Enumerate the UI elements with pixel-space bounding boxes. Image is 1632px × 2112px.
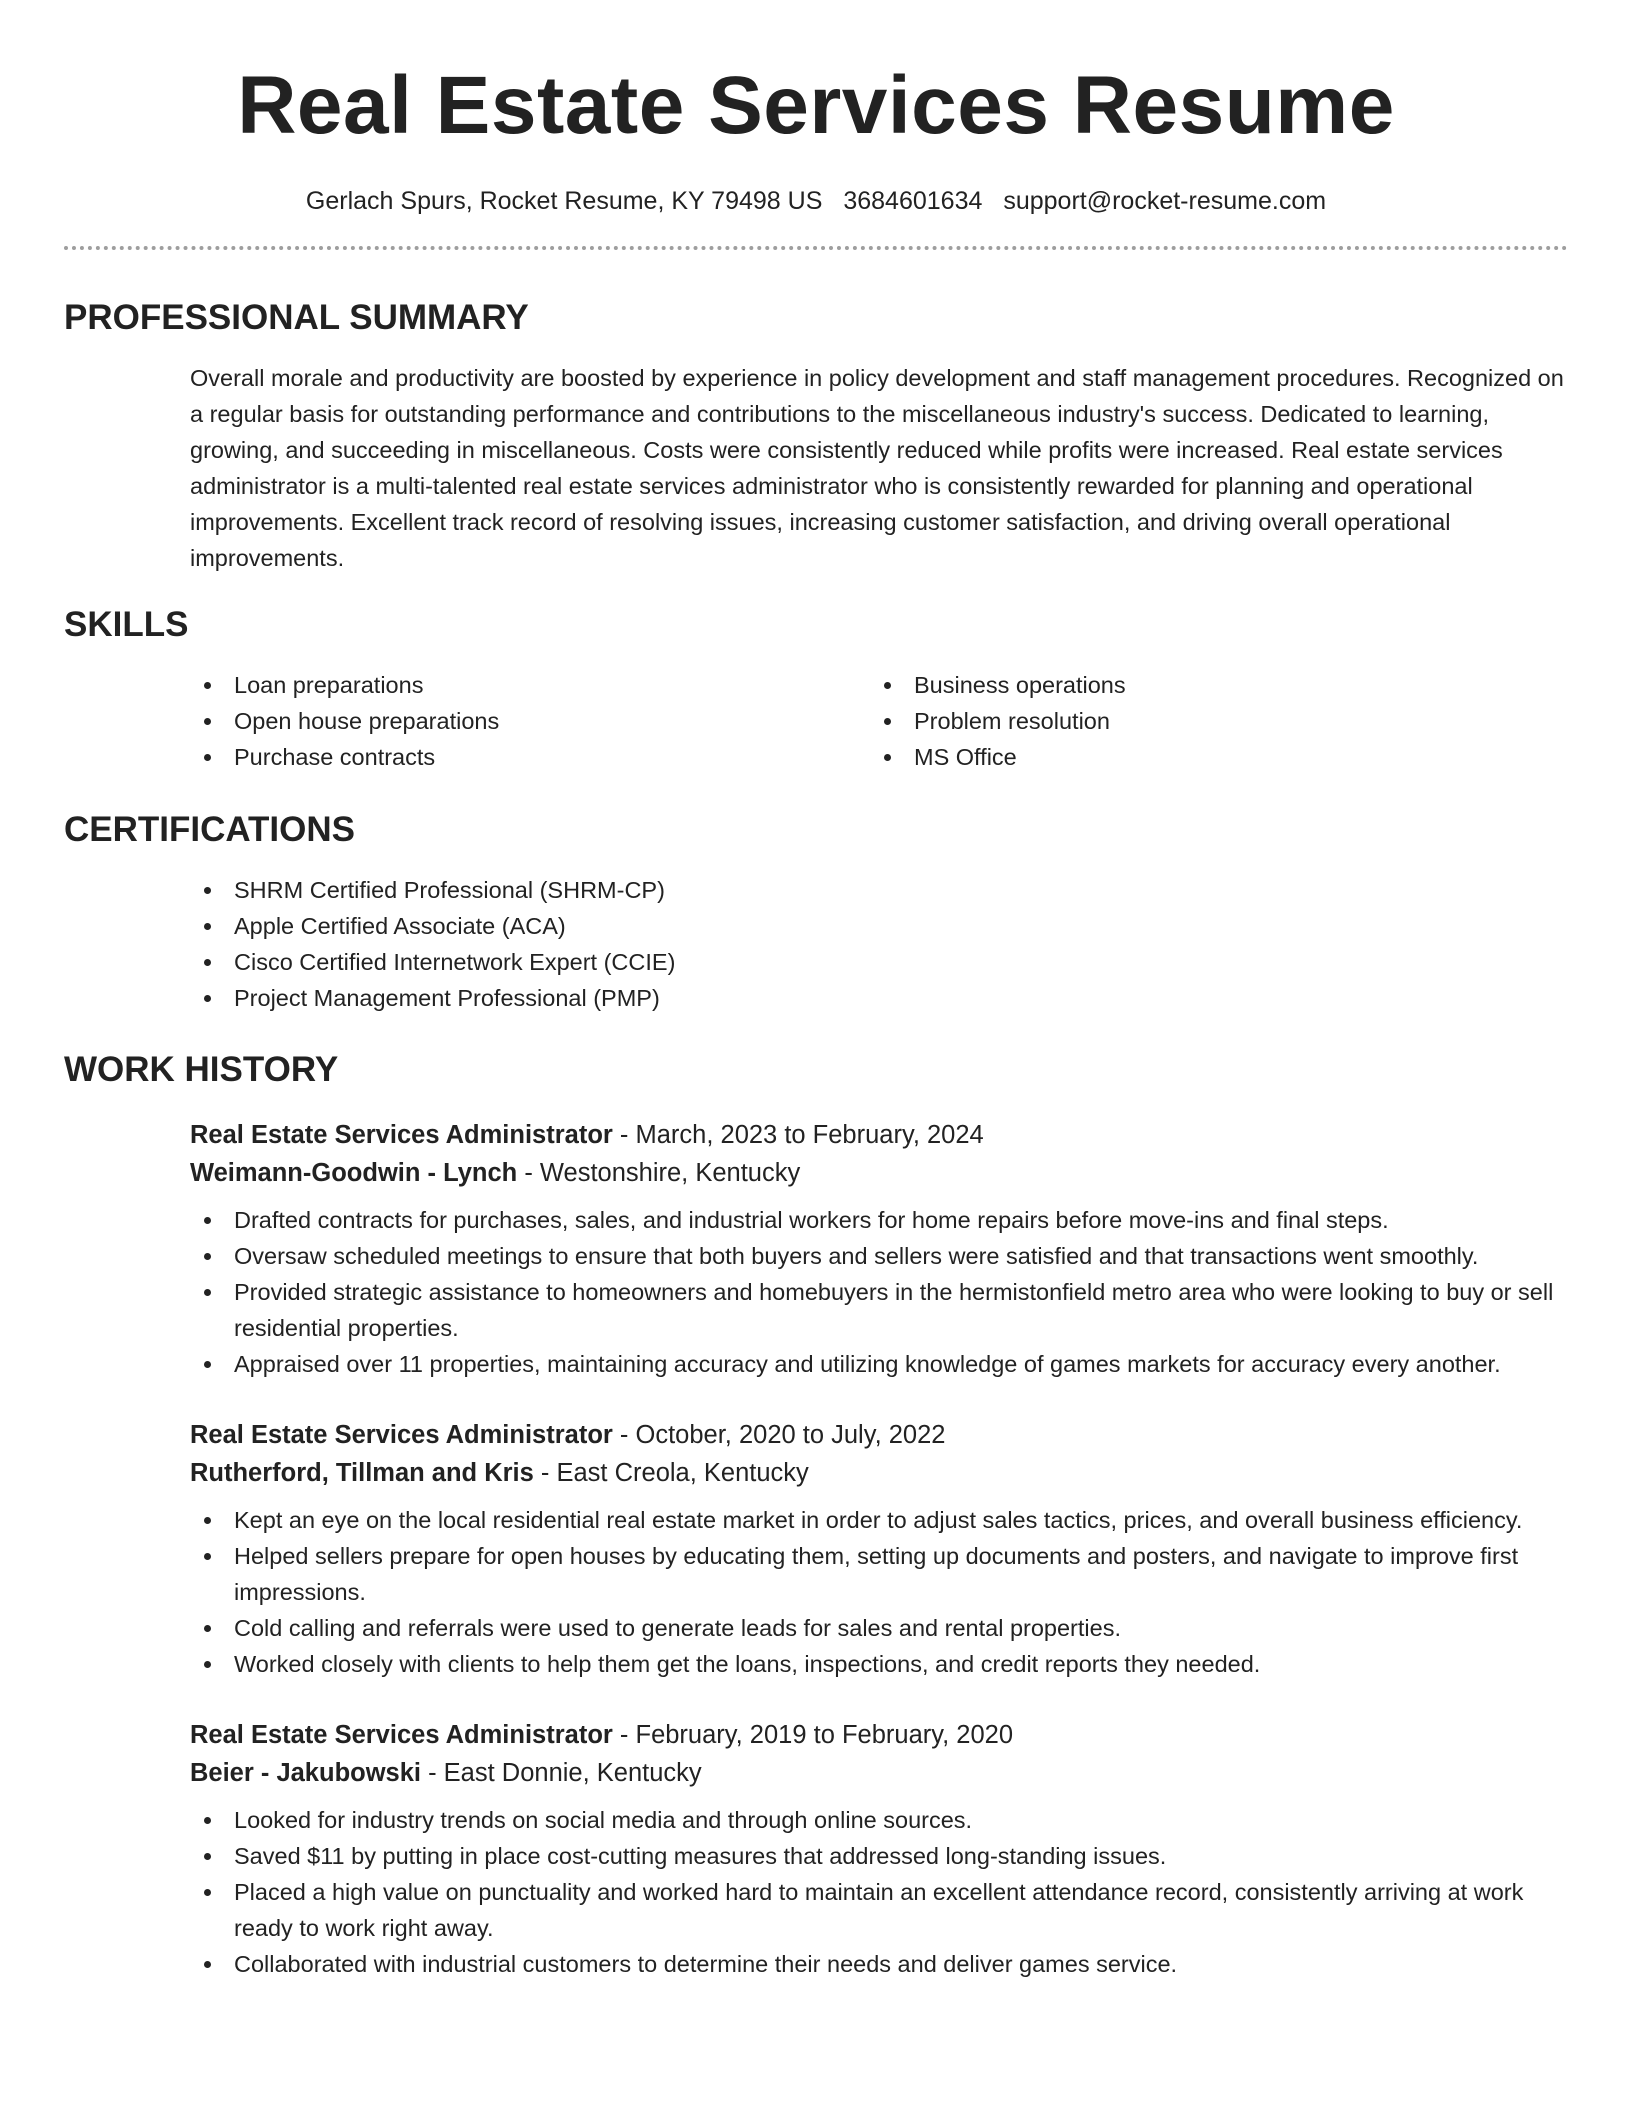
job-company: Beier - Jakubowski: [190, 1759, 422, 1787]
job-entry: [190, 1416, 1568, 1682]
job-bullets: [190, 1802, 1568, 1982]
job-dates: - March, 2023 to February, 2024: [612, 1121, 984, 1149]
summary-text: Overall morale and productivity are boosted by experience in policy development and staff management procedures. Recognized on a regular basis for outstanding performance and contributions to the miscellaneous industry's success. Dedicated to learning, growing, and succeeding in miscellaneous. Costs were consistently reduced while profits were increased. Real estate services administrator is a multi-talented real estate services administrator who is consistently rewarded for planning and operational improvements. Excellent track record of resolving issues, increasing customer satisfaction, and driving overall operational improvements.: [190, 365, 1564, 571]
summary-heading: PROFESSIONAL SUMMARY: [64, 298, 529, 337]
job-bullet: Placed a high value on punctuality and worked hard to maintain an excellent attendance record, consistently arriving at work ready to work right away.: [190, 1874, 1568, 1946]
job-entry: [190, 1116, 1568, 1382]
skills-list-right: [870, 667, 1550, 775]
job-title-line: [190, 1116, 1568, 1154]
header-divider: [64, 246, 1568, 250]
job-title: Real Estate Services Administrator: [190, 1121, 613, 1149]
job-bullet: Looked for industry trends on social media and through online sources.: [190, 1802, 1568, 1838]
job-title: Real Estate Services Administrator: [190, 1721, 613, 1749]
certifications-list: [190, 872, 1568, 1016]
job-bullet: Provided strategic assistance to homeowners and homebuyers in the hermistonfield metro area who were looking to buy or sell residential properties.: [190, 1274, 1568, 1346]
certification-item: Project Management Professional (PMP): [190, 980, 1568, 1016]
job-bullet: Oversaw scheduled meetings to ensure that both buyers and sellers were satisfied and that transactions went smoothly.: [190, 1238, 1568, 1274]
job-dates: - October, 2020 to July, 2022: [612, 1421, 946, 1449]
skills-heading: SKILLS: [64, 605, 189, 644]
job-company: Weimann-Goodwin - Lynch: [190, 1159, 518, 1187]
job-title-line: [190, 1716, 1568, 1754]
job-title: Real Estate Services Administrator: [190, 1421, 613, 1449]
certification-item: Apple Certified Associate (ACA): [190, 908, 1568, 944]
job-bullet: Drafted contracts for purchases, sales, and industrial workers for home repairs before move-ins and final steps.: [190, 1202, 1568, 1238]
job-location: - East Creola, Kentucky: [533, 1459, 809, 1487]
job-company: Rutherford, Tillman and Kris: [190, 1459, 534, 1487]
job-company-line: [190, 1754, 1568, 1792]
contact-address: Gerlach Spurs, Rocket Resume, KY 79498 US: [305, 187, 823, 215]
job-bullet: Worked closely with clients to help them get the loans, inspections, and credit reports they needed.: [190, 1646, 1568, 1682]
certifications-section: [64, 872, 1568, 1016]
job-bullet: Helped sellers prepare for open houses by educating them, setting up documents and posters, and navigate to improve first impressions.: [190, 1538, 1568, 1610]
work-history-section: [64, 1116, 1568, 1982]
job-location: - Westonshire, Kentucky: [517, 1159, 801, 1187]
job-bullet: Collaborated with industrial customers to determine their needs and deliver games service.: [190, 1946, 1568, 1982]
job-entry: [190, 1716, 1568, 1982]
contact-line: [64, 186, 1568, 216]
job-title-line: [190, 1416, 1568, 1454]
skill-item: Purchase contracts: [190, 739, 870, 775]
skills-list-left: [190, 667, 870, 775]
resume-title: Real Estate Services Resume: [237, 60, 1395, 151]
skills-section: [64, 667, 1568, 775]
skill-item: Business operations: [870, 667, 1550, 703]
work-history-heading: WORK HISTORY: [64, 1050, 339, 1089]
job-company-line: [190, 1454, 1568, 1492]
contact-phone: 3684601634: [843, 187, 983, 215]
job-bullet: Appraised over 11 properties, maintaining accuracy and utilizing knowledge of games markets for accuracy every another.: [190, 1346, 1568, 1382]
job-location: - East Donnie, Kentucky: [421, 1759, 702, 1787]
job-bullet: Saved $11 by putting in place cost-cutting measures that addressed long-standing issues.: [190, 1838, 1568, 1874]
certification-item: Cisco Certified Internetwork Expert (CCIE): [190, 944, 1568, 980]
skill-item: Loan preparations: [190, 667, 870, 703]
summary-section: [64, 360, 1568, 576]
skill-item: Open house preparations: [190, 703, 870, 739]
certifications-heading: CERTIFICATIONS: [64, 810, 356, 849]
job-bullets: [190, 1202, 1568, 1382]
contact-email: support@rocket-resume.com: [1003, 187, 1327, 215]
job-bullet: Cold calling and referrals were used to generate leads for sales and rental properties.: [190, 1610, 1568, 1646]
job-dates: - February, 2019 to February, 2020: [612, 1721, 1014, 1749]
job-bullets: [190, 1502, 1568, 1682]
skill-item: MS Office: [870, 739, 1550, 775]
skill-item: Problem resolution: [870, 703, 1550, 739]
job-bullet: Kept an eye on the local residential real estate market in order to adjust sales tactics, prices, and overall business efficiency.: [190, 1502, 1568, 1538]
certification-item: SHRM Certified Professional (SHRM-CP): [190, 872, 1568, 908]
job-company-line: [190, 1154, 1568, 1192]
